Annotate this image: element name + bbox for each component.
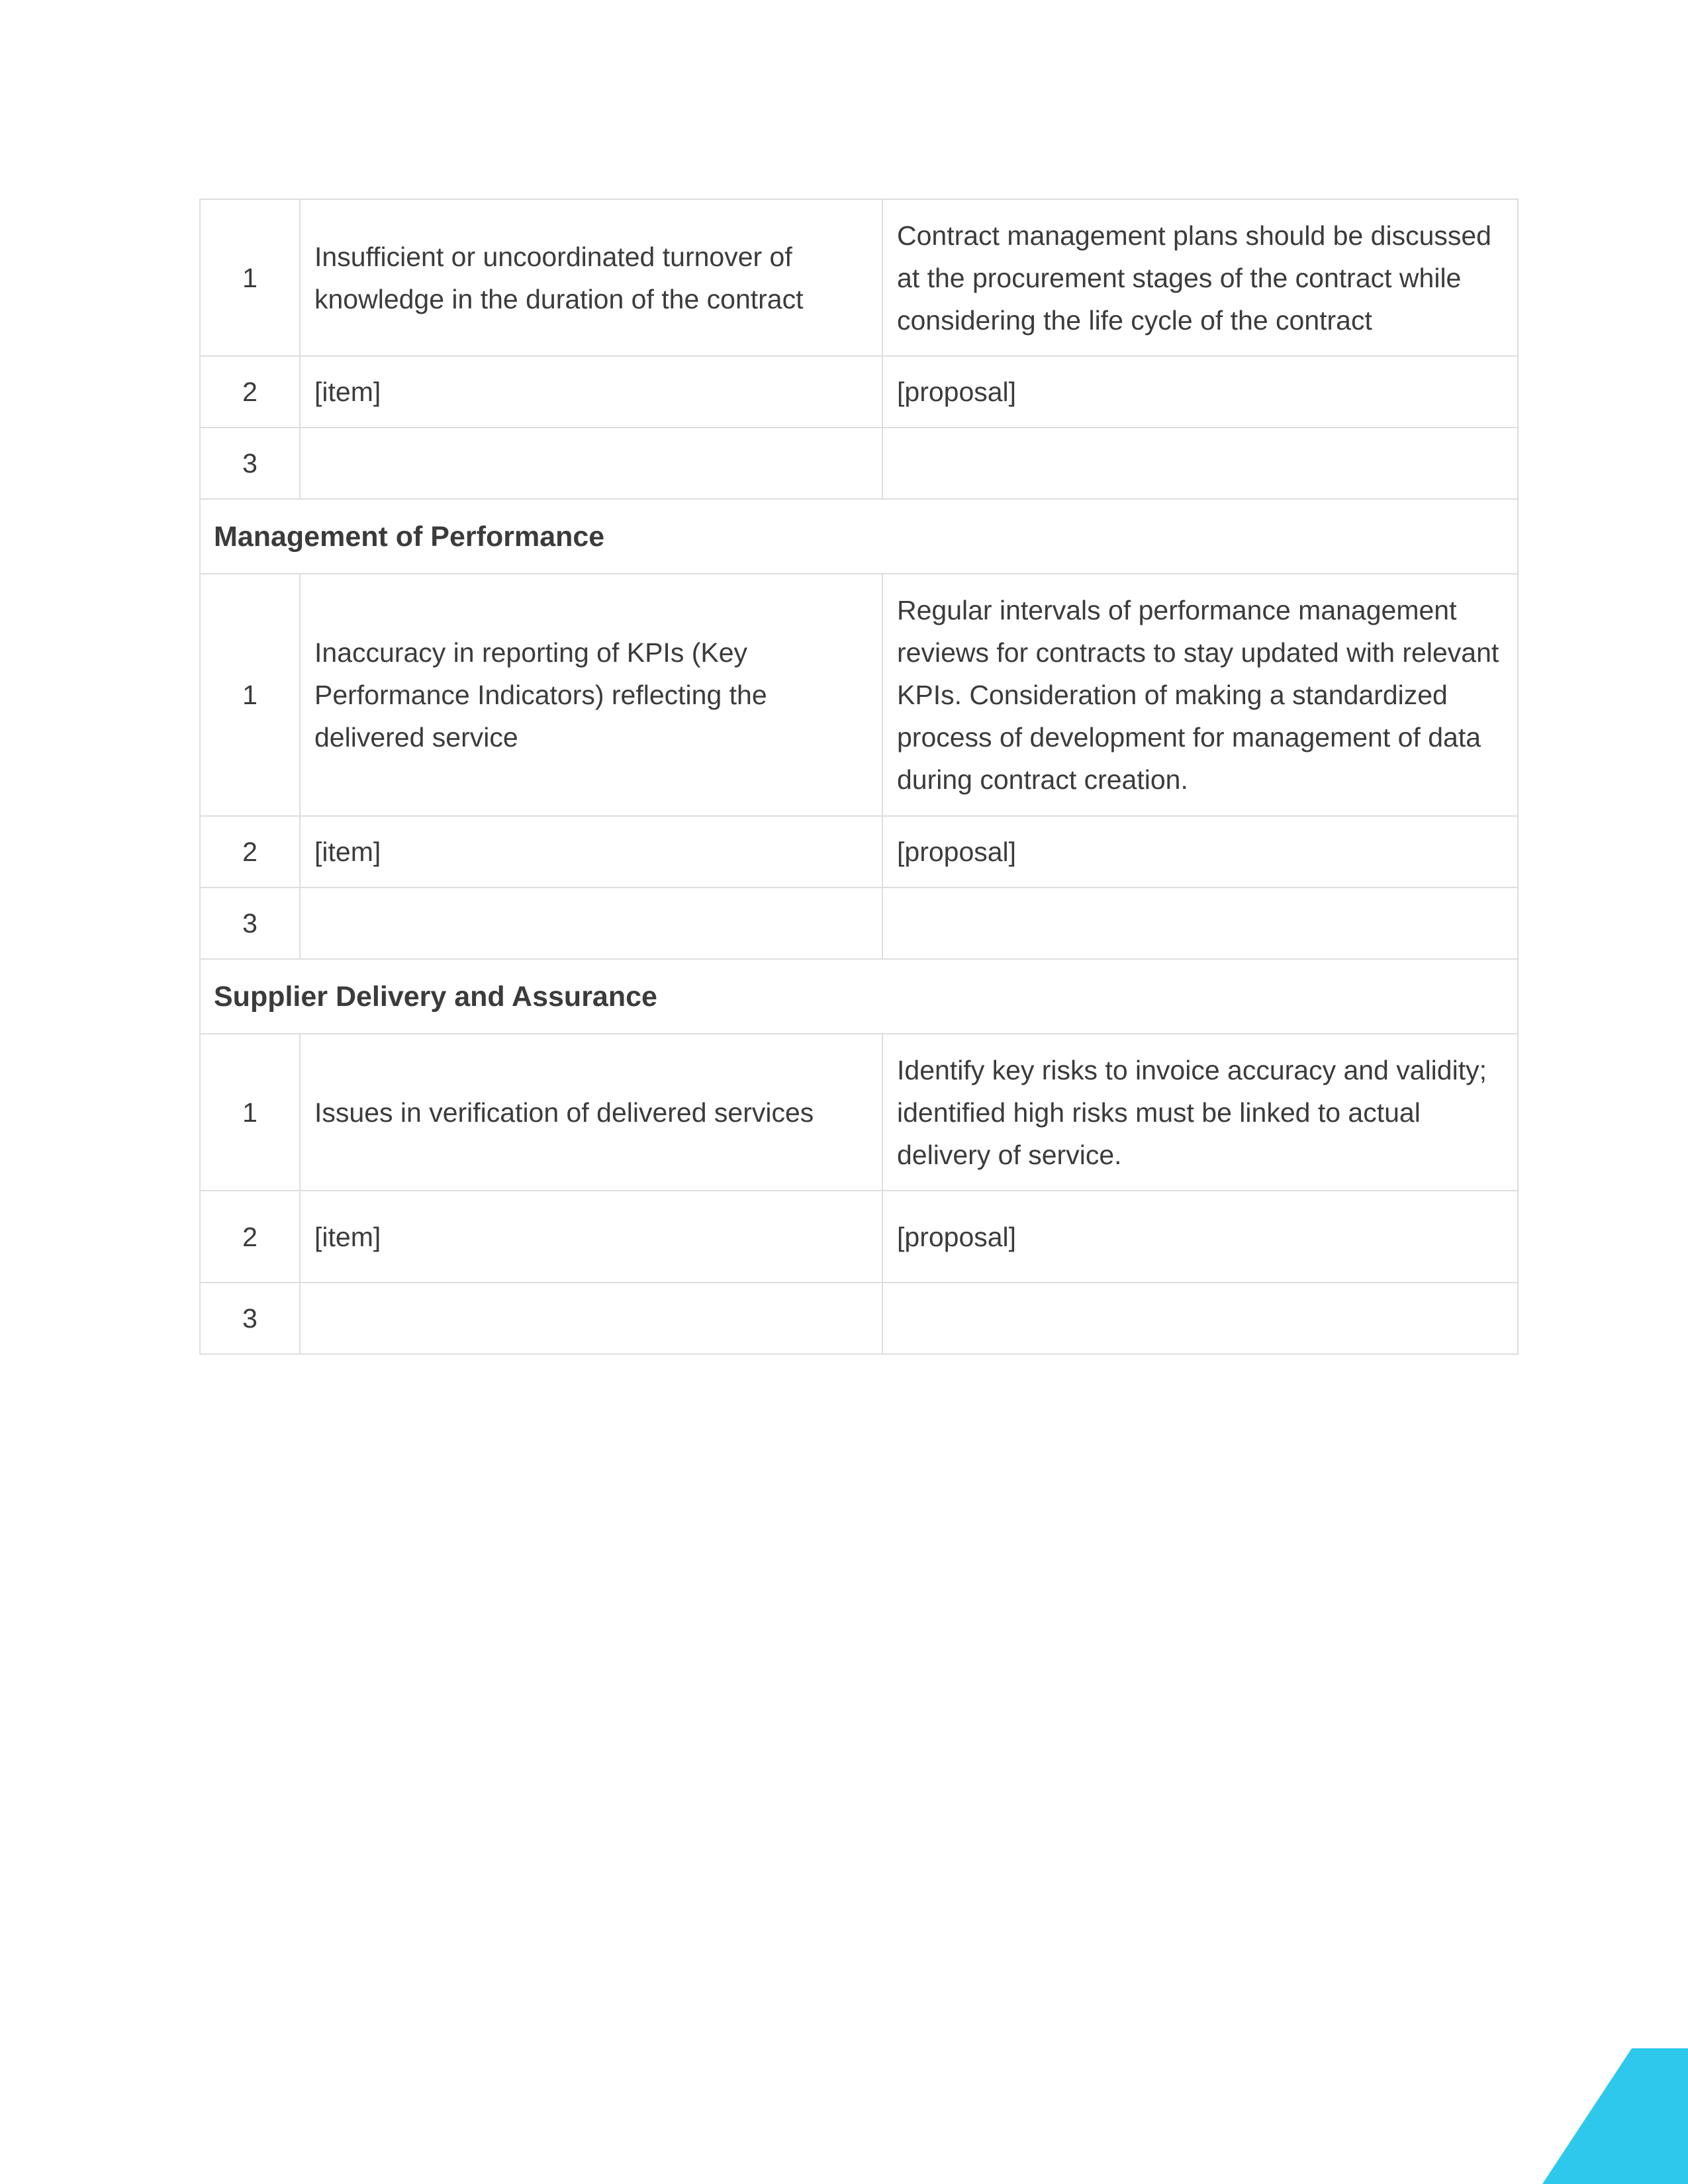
row-number: 1: [200, 199, 300, 356]
proposal-cell: Identify key risks to invoice accuracy and validity; identified high risks must be linked to actual delivery of service.: [882, 1034, 1518, 1191]
item-cell: Issues in verification of delivered services: [300, 1034, 882, 1191]
item-cell: [300, 1283, 882, 1354]
table-row: [200, 887, 1518, 959]
item-cell: [item]: [300, 356, 882, 428]
proposal-cell: Regular intervals of performance management reviews for contracts to stay updated with relevant KPIs. Consideration of making a standardized process of development for management of data during contract creation.: [882, 574, 1518, 816]
item-cell: Insufficient or uncoordinated turnover of knowledge in the duration of the contract: [300, 199, 882, 356]
section-heading-row: [200, 959, 1518, 1034]
table-row: [200, 1283, 1518, 1354]
table-body: [200, 199, 1518, 1354]
section-heading-row: [200, 499, 1518, 574]
table-row: [200, 356, 1518, 428]
item-cell: [300, 428, 882, 499]
proposal-cell: [882, 887, 1518, 959]
risk-proposal-table: [199, 199, 1519, 1355]
proposal-cell: [882, 1283, 1518, 1354]
proposal-cell: [proposal]: [882, 356, 1518, 428]
row-number: 2: [200, 1191, 300, 1283]
row-number: 3: [200, 428, 300, 499]
row-number: 1: [200, 1034, 300, 1191]
row-number: 3: [200, 887, 300, 959]
table-row: [200, 1034, 1518, 1191]
section-heading: Supplier Delivery and Assurance: [200, 959, 1518, 1034]
corner-accent-polygon: [1542, 2048, 1688, 2184]
table-row: [200, 199, 1518, 356]
proposal-cell: [proposal]: [882, 1191, 1518, 1283]
proposal-cell: [882, 428, 1518, 499]
corner-accent-shape: [1542, 2048, 1688, 2184]
item-cell: [item]: [300, 1191, 882, 1283]
item-cell: [item]: [300, 816, 882, 887]
row-number: 3: [200, 1283, 300, 1354]
section-heading: Management of Performance: [200, 499, 1518, 574]
proposal-cell: [proposal]: [882, 816, 1518, 887]
table-row: [200, 574, 1518, 816]
table-row: [200, 816, 1518, 887]
table-row: [200, 428, 1518, 499]
item-cell: Inaccuracy in reporting of KPIs (Key Performance Indicators) reflecting the delivered service: [300, 574, 882, 816]
item-cell: [300, 887, 882, 959]
table-row: [200, 1191, 1518, 1283]
proposal-cell: Contract management plans should be discussed at the procurement stages of the contract while considering the life cycle of the contract: [882, 199, 1518, 356]
row-number: 1: [200, 574, 300, 816]
row-number: 2: [200, 816, 300, 887]
row-number: 2: [200, 356, 300, 428]
